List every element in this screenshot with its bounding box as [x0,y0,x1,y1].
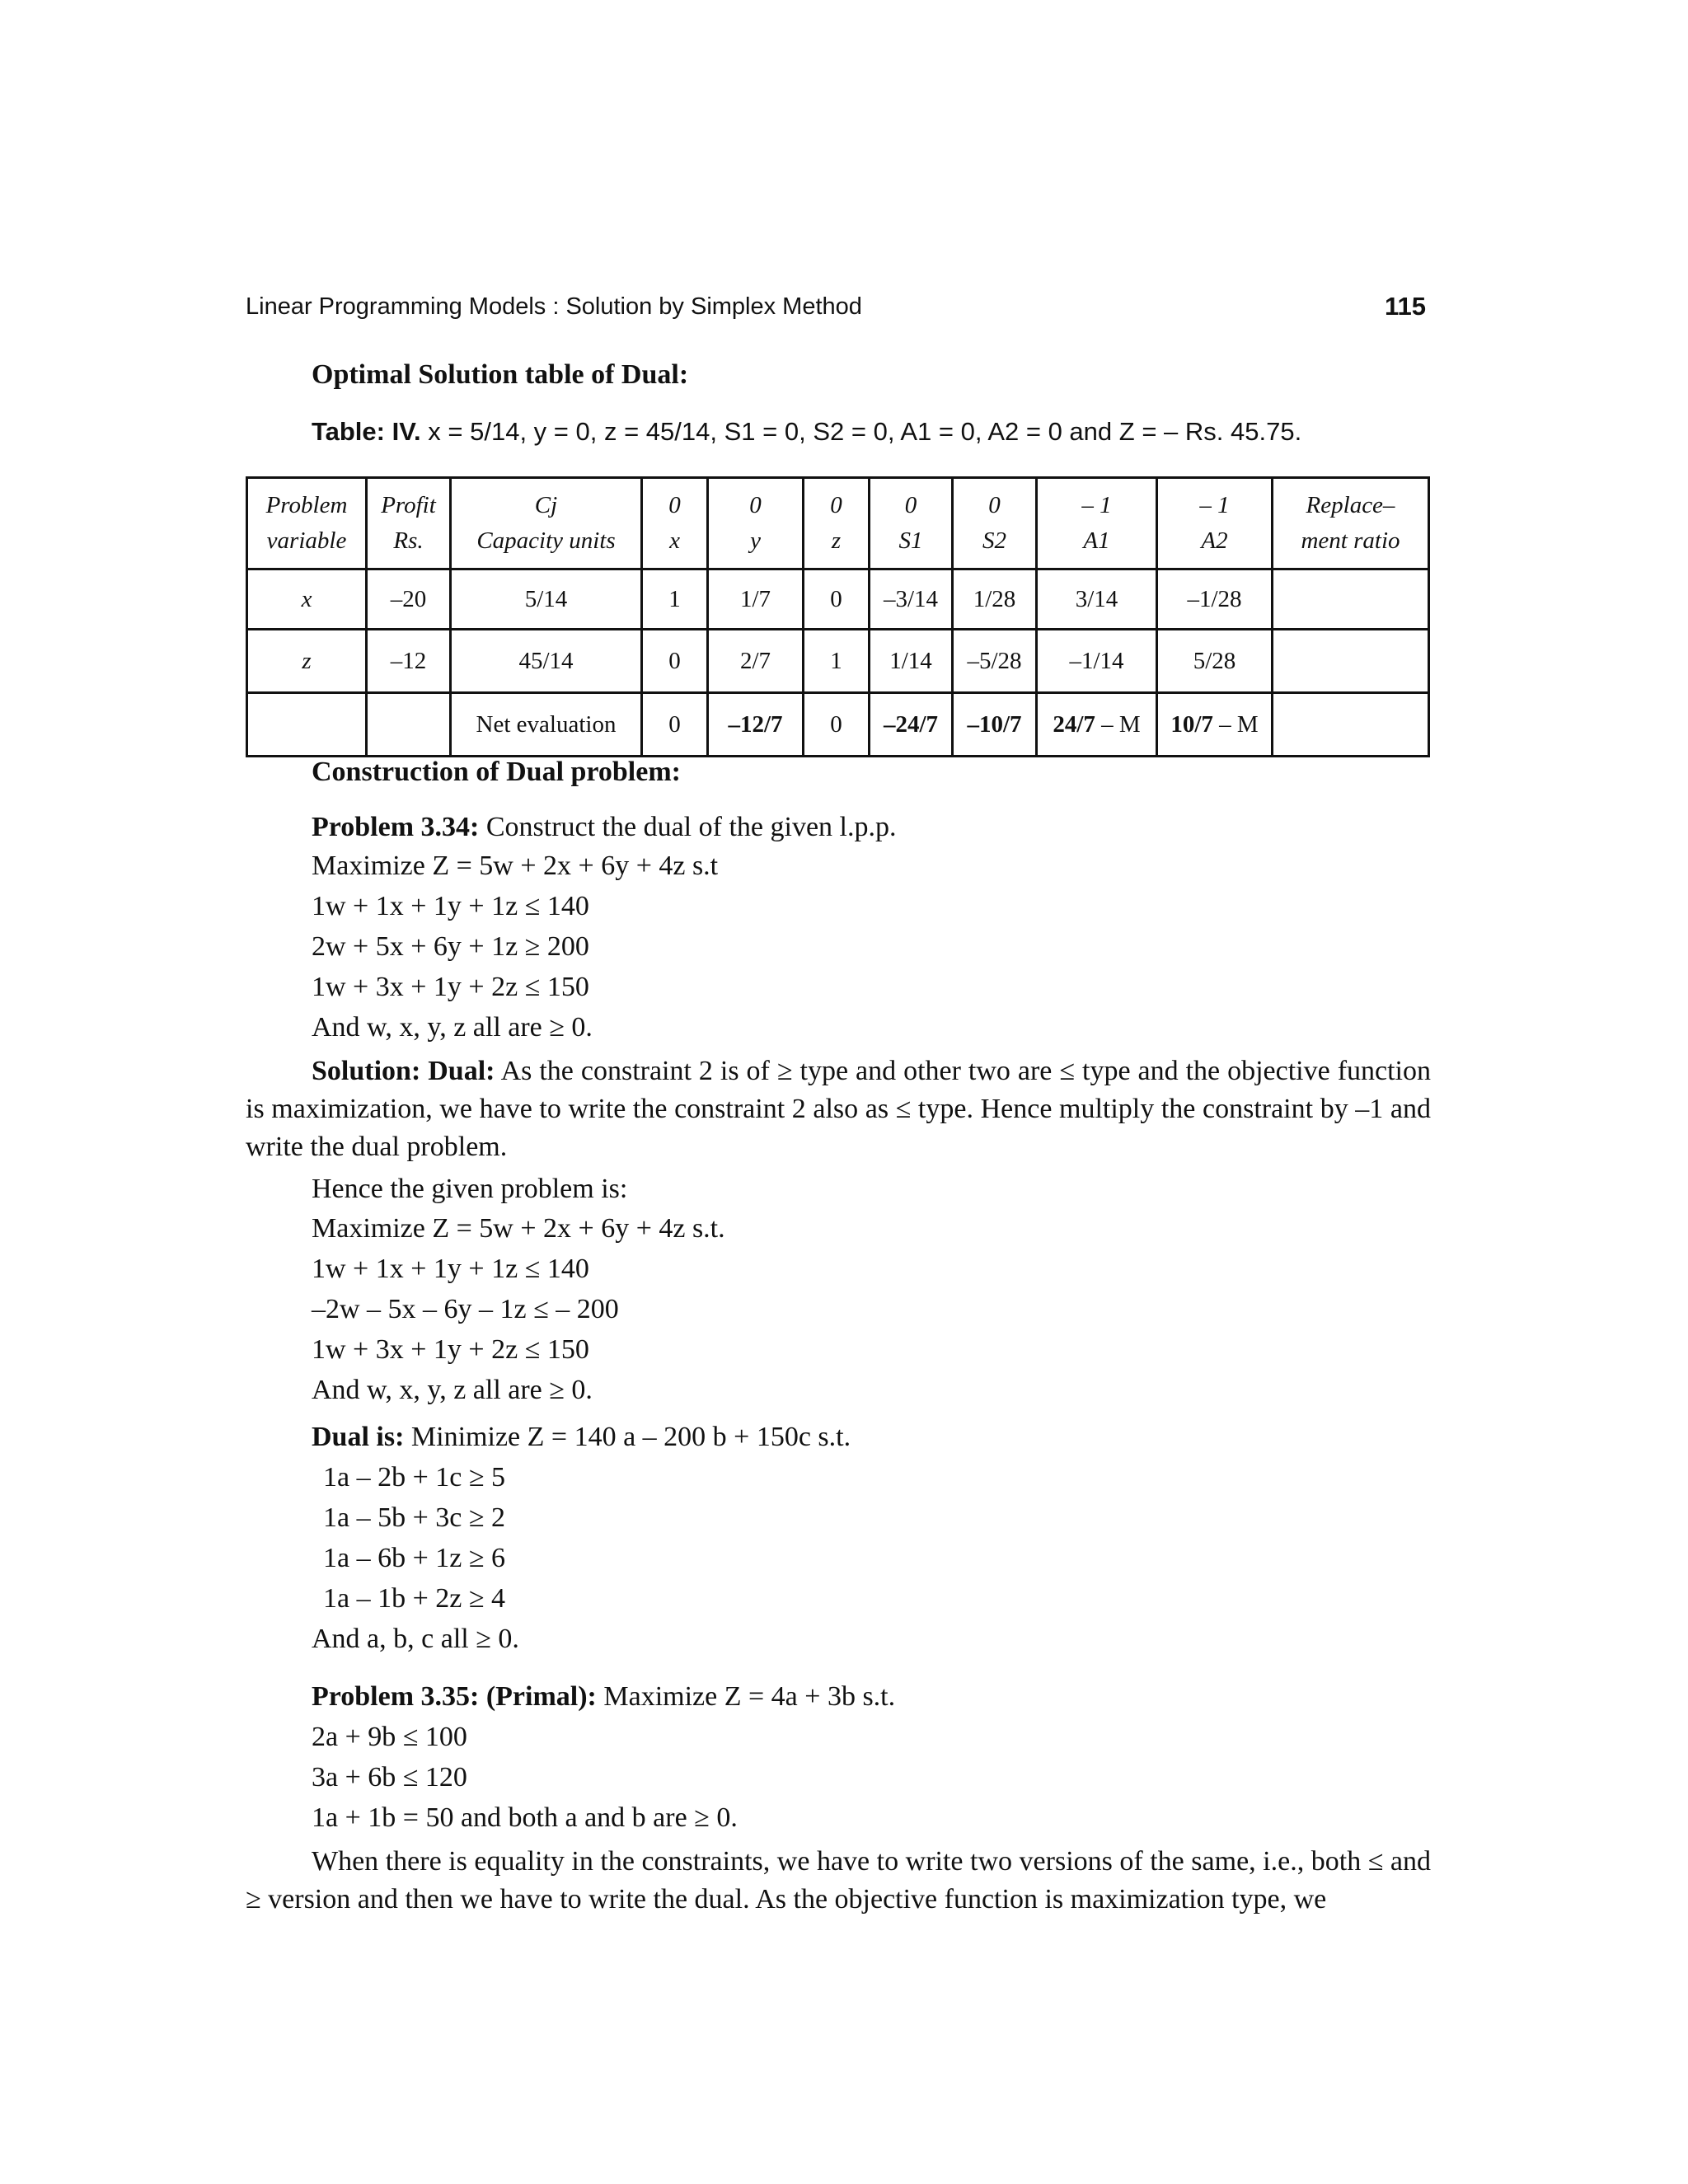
table-cell: 1/7 [708,569,804,630]
dual-constraint-line: 1a – 1b + 2z ≥ 4 [323,1583,506,1614]
constraint-line: –2w – 5x – 6y – 1z ≤ – 200 [312,1294,619,1324]
header-cell: – 1 A1 [1037,478,1157,569]
header-cell: – 1 A2 [1157,478,1273,569]
table-cell: –24/7 [870,693,953,757]
given-objective: Maximize Z = 5w + 2x + 6y + 4z s.t. [312,1213,725,1244]
net-evaluation-row [247,693,1429,757]
header-cell: 0 S1 [870,478,953,569]
dual-constraint-line: 1a – 5b + 3c ≥ 2 [323,1502,506,1533]
constraint-line: 1w + 3x + 1y + 2z ≤ 150 [312,972,589,1002]
constraint-line: 1w + 1x + 1y + 1z ≤ 140 [312,891,589,921]
table-cell [1273,569,1429,630]
table-header-row [247,478,1429,569]
header-cell: 0 y [708,478,804,569]
simplex-table [246,476,1430,757]
table-cell: 1/14 [870,630,953,693]
table-cell [1273,630,1429,693]
table-cell: 0 [804,569,870,630]
nonneg-line: And w, x, y, z all are ≥ 0. [312,1012,593,1043]
page-number: 115 [1384,292,1426,321]
header-cell: Problem variable [247,478,367,569]
table-caption [312,417,1301,447]
table-cell: –1/28 [1157,569,1273,630]
header-cell: Replace– ment ratio [1273,478,1429,569]
table-cell: 1 [642,569,708,630]
given-intro: Hence the given problem is: [312,1174,628,1204]
nonneg-line: And w, x, y, z all are ≥ 0. [312,1375,593,1405]
table-cell: –3/14 [870,569,953,630]
table-cell: –1/14 [1037,630,1157,693]
dual-nonneg-line: And a, b, c all ≥ 0. [312,1624,519,1654]
dual-constraint-line: 1a – 6b + 1z ≥ 6 [323,1543,506,1573]
closing-paragraph: When there is equality in the constraints, we have to write two versions of the same, i.e., both ≤ and ≥ version and then we have to write the dual. As the objective function is maximization type, we [246,1846,1431,1915]
constraint-line: 2a + 9b ≤ 100 [312,1722,467,1752]
running-title: Linear Programming Models : Solution by Simplex Method [246,293,862,320]
table-cell: 0 [804,693,870,757]
table-cell: –20 [367,569,451,630]
header-cell: 0 z [804,478,870,569]
header-cell: Cj Capacity units [451,478,642,569]
problem-334-statement: Problem 3.34: Construct the dual of the given l.p.p. [312,812,897,842]
net-evaluation-label: Net evaluation [451,693,642,757]
table-cell: 1/28 [953,569,1037,630]
dual-constraint-line: 1a – 2b + 1c ≥ 5 [323,1462,506,1493]
table-cell: 5/28 [1157,630,1273,693]
table-cell: –10/7 [953,693,1037,757]
table-caption-text: x = 5/14, y = 0, z = 45/14, S1 = 0, S2 = 0, A1 = 0, A2 = 0 and Z = – Rs. 45.75. [428,417,1302,446]
constraint-line: 1w + 1x + 1y + 1z ≤ 140 [312,1254,589,1284]
table-cell: 45/14 [451,630,642,693]
header-cell: Profit Rs. [367,478,451,569]
table-cell [247,693,367,757]
table-cell: 2/7 [708,630,804,693]
construction-heading: Construction of Dual problem: [312,757,681,787]
table-cell: –5/28 [953,630,1037,693]
dual-objective: Dual is: Minimize Z = 140 a – 200 b + 150c s.t. [312,1422,851,1452]
constraint-line: 3a + 6b ≤ 120 [312,1762,467,1793]
table-cell: x [247,569,367,630]
constraint-line: 1a + 1b = 50 and both a and b are ≥ 0. [312,1802,738,1833]
table-row [247,630,1429,693]
table-cell: –12 [367,630,451,693]
table-cell: 0 [642,693,708,757]
table-cell: 0 [642,630,708,693]
table-cell: 1 [804,630,870,693]
table-cell: 5/14 [451,569,642,630]
problem-335-objective: Problem 3.35: (Primal): Maximize Z = 4a + 3b s.t. [312,1681,896,1712]
solution-paragraph: Solution: Dual: As the constraint 2 is of ≥ type and other two are ≤ type and the objective function is maximization, we have to write the constraint 2 also as ≤ type. Hence multiply the constraint by –1 and write the dual problem. [246,1056,1432,1162]
table-cell [1273,693,1429,757]
table-cell: z [247,630,367,693]
table-cell [367,693,451,757]
header-cell: 0 x [642,478,708,569]
table-caption-label: Table: IV. [312,417,421,446]
header-cell: 0 S2 [953,478,1037,569]
problem-334-objective: Maximize Z = 5w + 2x + 6y + 4z s.t [312,851,719,881]
table-cell: 24/7 – M [1037,693,1157,757]
constraint-line: 1w + 3x + 1y + 2z ≤ 150 [312,1334,589,1365]
table-cell: 10/7 – M [1157,693,1273,757]
constraint-line: 2w + 5x + 6y + 1z ≥ 200 [312,931,589,962]
optimal-solution-heading: Optimal Solution table of Dual: [312,359,689,390]
table-cell: 3/14 [1037,569,1157,630]
table-row [247,569,1429,630]
table-cell: –12/7 [708,693,804,757]
